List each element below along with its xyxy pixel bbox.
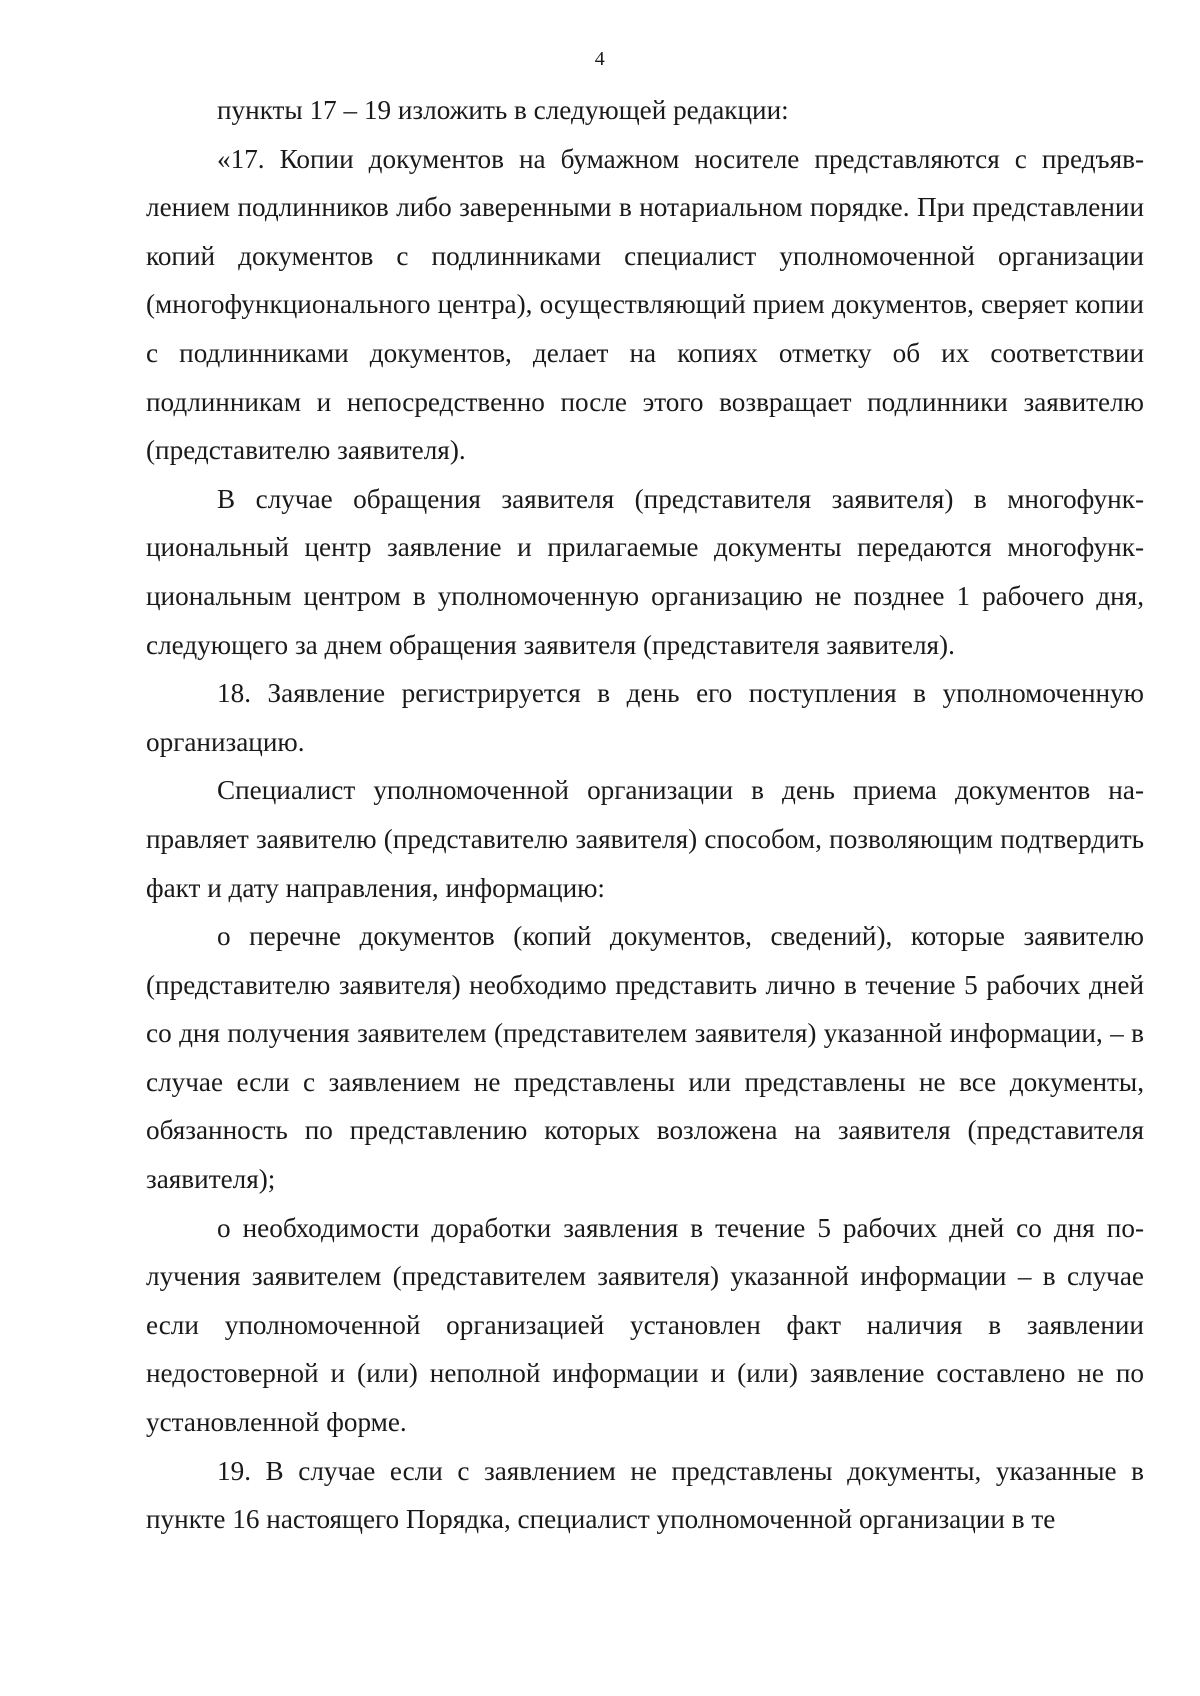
paragraph-revision-needed: о необходимости доработки заявления в течение 5 рабочих дней со дня получения заявителем (представителем заявителя) указанной информации – в случае если уполномоченной организацией установлен факт наличия в заявлении недостоверной и (или) неполной информации и (или) заявление составлено не по установленной форме. <box>146 1212 1144 1438</box>
document-body <box>146 86 1144 1544</box>
page-number: 4 <box>594 48 606 70</box>
paragraph-document-list: о перечне документов (копий документов, сведений), которые заявителю (представителю заявителя) необходимо представить лично в течение 5 рабочих дней со дня получения заявителем (представителем заявителя) указанной информации, – в случае если с заявлением не представлены или представлены не все документы, обязанность по представлению которых возложена на заявителя (представителя заявителя); <box>146 921 1144 1195</box>
paragraph-amendment-intro: пункты 17 – 19 изложить в следующей редакции: <box>217 95 789 125</box>
paragraph-item-18: 18. Заявление регистрируется в день его поступления в уполномоченную организацию. <box>146 678 1144 757</box>
paragraph-mfc-transfer: В случае обращения заявителя (представителя заявителя) в многофункциональный центр заявление и прилагаемые документы передаются многофункциональным центром в уполномоченную организацию не позднее 1 рабочего дня, следующего за днем обращения заявителя (представителя заявителя). <box>146 483 1144 660</box>
paragraph-item-19: 19. В случае если с заявлением не представлены документы, указанные в пункте 16 настоящего Порядка, специалист уполномоченной организации в те <box>146 1455 1144 1535</box>
paragraph-item-17: «17. Копии документов на бумажном носителе представляются с предъявлением подлинников либо заверенными в нотариальном порядке. При представлении копий документов с подлинниками специалист уполномоченной организации (многофункционального центра), осуществляющий прием документов, сверяет копии с подлинниками документов, делает на копиях отметку об их соответствии подлинникам и непосредственно после этого возвращает подлинники заявителю (представителю заявителя). <box>146 143 1144 466</box>
paragraph-specialist-notice: Специалист уполномоченной организации в день приема документов направляет заявителю (представителю заявителя) способом, позволяющим подтвердить факт и дату направления, информацию: <box>146 775 1144 903</box>
